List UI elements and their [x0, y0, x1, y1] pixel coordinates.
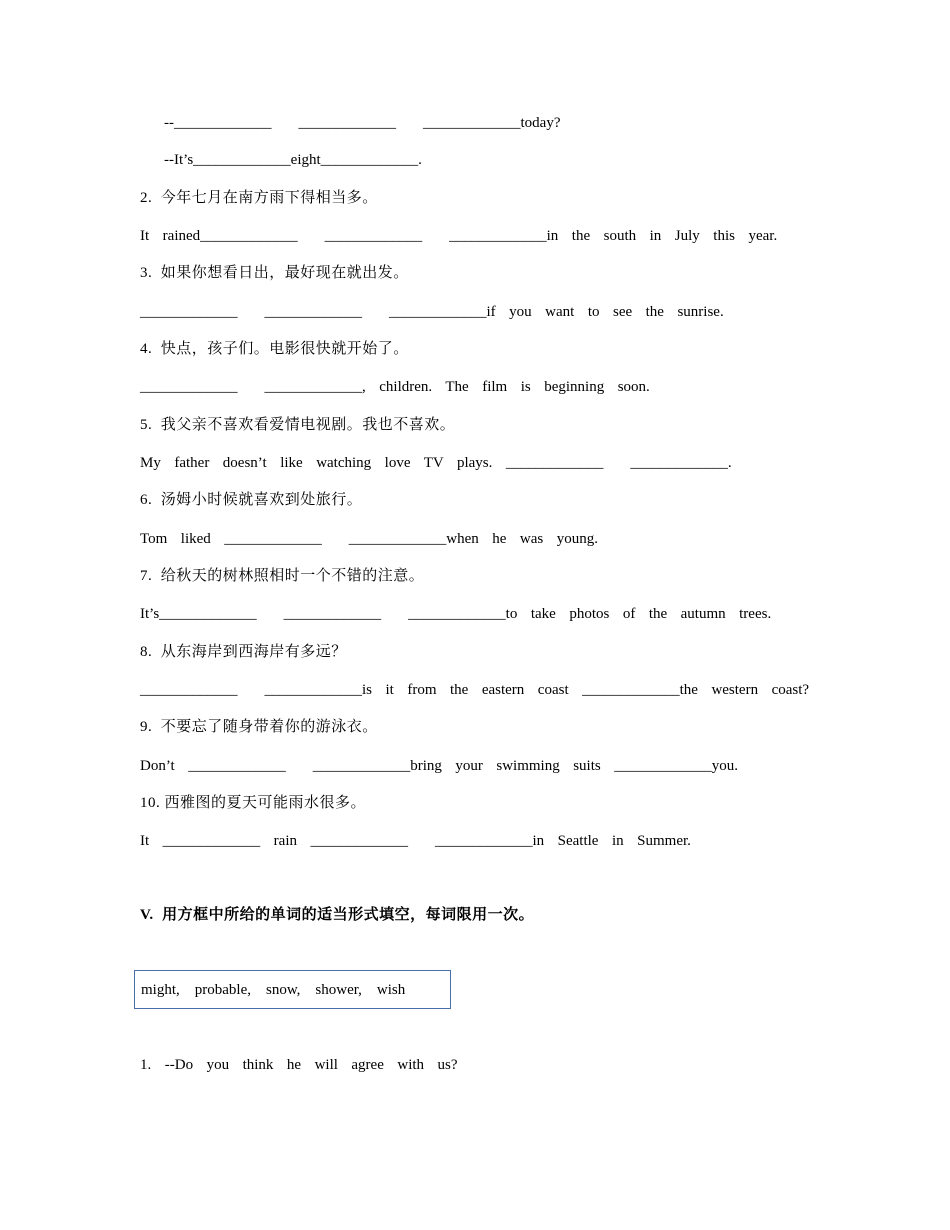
q8-english: _____________ _____________is it from the eastern coast _____________the western coast? — [140, 682, 810, 698]
q4-chinese: 4. 快点，孩子们。电影很快就开始了。 — [140, 341, 409, 357]
q10-chinese: 10. 西雅图的夏天可能雨水很多。 — [140, 795, 367, 811]
q7-english: It’s_____________ _____________ _____________to take photos of the autumn trees. — [140, 606, 772, 622]
q9-chinese: 9. 不要忘了随身带着你的游泳衣。 — [140, 719, 378, 735]
q7-chinese: 7. 给秋天的树林照相时一个不错的注意。 — [140, 568, 425, 584]
word-box-text: might, probable, snow, shower, wish — [141, 982, 406, 998]
q6-chinese: 6. 汤姆小时候就喜欢到处旅行。 — [140, 492, 363, 508]
q5-chinese: 5. 我父亲不喜欢看爱情电视剧。我也不喜欢。 — [140, 417, 456, 433]
q9-english: Don’t _____________ _____________bring your swimming suits _____________you. — [140, 758, 738, 774]
q5-english: My father doesn’t like watching love TV plays. _____________ _____________. — [140, 455, 732, 471]
q8-chinese: 8. 从东海岸到西海岸有多远？ — [140, 644, 347, 660]
q1-answer-line: --It’s_____________eight_____________. — [164, 152, 422, 168]
q2-english: It rained_____________ _____________ _____________in the south in July this year. — [140, 228, 778, 244]
section-v-q1: 1. --Do you think he will agree with us? — [140, 1057, 458, 1073]
q3-english: _____________ _____________ _____________if you want to see the sunrise. — [140, 304, 724, 320]
q6-english: Tom liked _____________ _____________when he was young. — [140, 531, 599, 547]
q3-chinese: 3. 如果你想看日出，最好现在就出发。 — [140, 265, 409, 281]
word-box — [134, 970, 451, 1009]
q10-english: It _____________ rain _____________ _____________in Seattle in Summer. — [140, 833, 691, 849]
section-v-heading: V. 用方框中所给的单词的适当形式填空，每词限用一次。 — [140, 907, 535, 923]
q2-chinese: 2. 今年七月在南方雨下得相当多。 — [140, 190, 378, 206]
q4-english: _____________ _____________, children. The film is beginning soon. — [140, 379, 650, 395]
q1-question-line: --_____________ _____________ _____________today? — [164, 115, 561, 131]
